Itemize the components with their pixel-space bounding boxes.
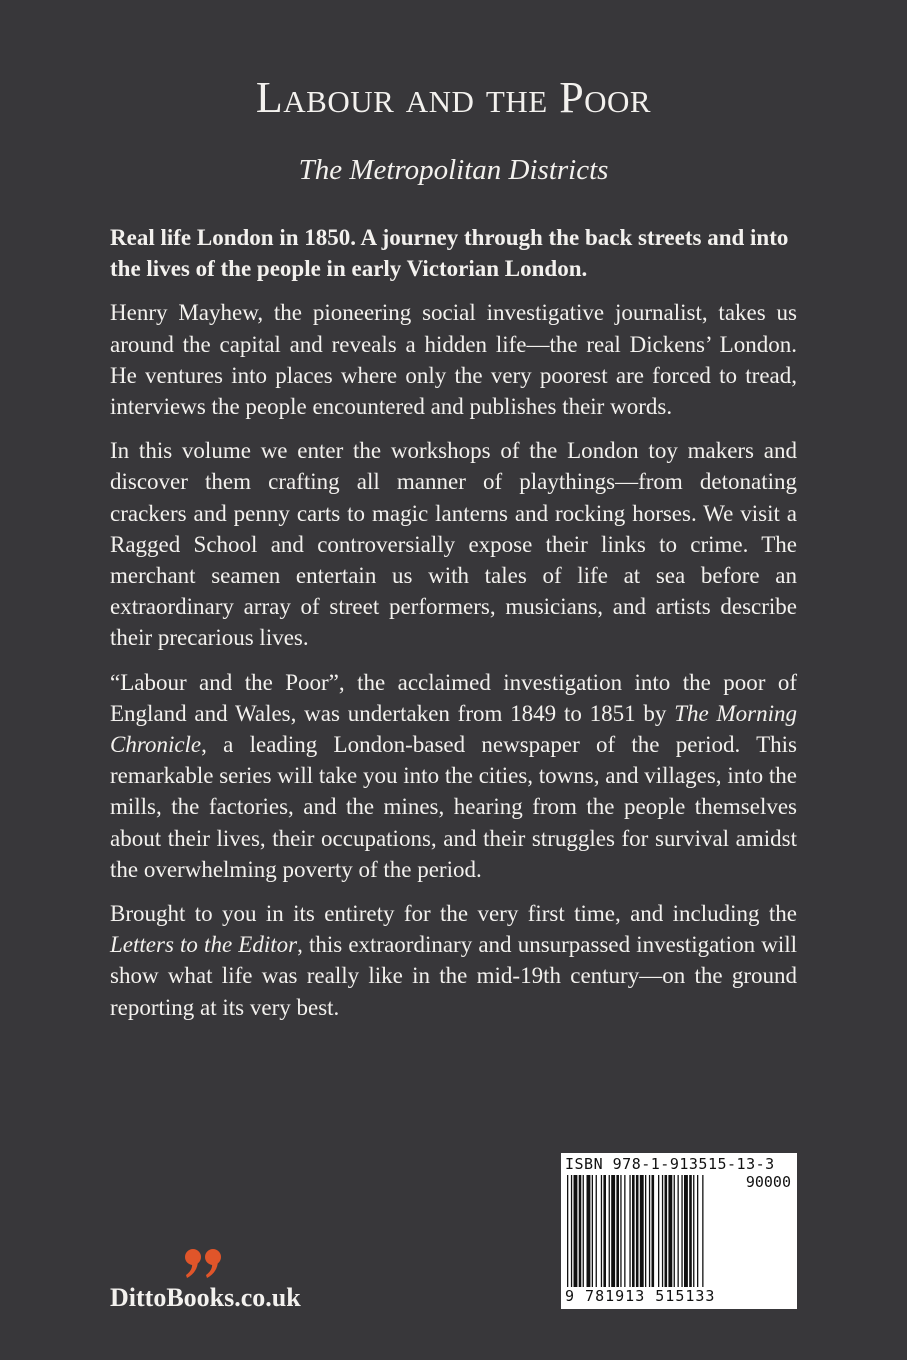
publisher-name: DittoBooks.co.uk (110, 1283, 301, 1312)
isbn-label: ISBN 978-1-913515-13-3 (565, 1155, 775, 1173)
book-title: Labour and the Poor (255, 73, 652, 122)
book-subtitle: The Metropolitan Districts (298, 154, 609, 186)
blurb-paragraph-1: Henry Mayhew, the pioneering social investigative journalist, takes us around the capital and reveals a hidden life—the real Dickens’ London. He ventures into places where only the very poorest are forced to tread, interviews the people encountered and publishes their words. (110, 300, 797, 420)
paragraph-4-end: , this extraordinary and unsurpassed investigation will show what life was really like in the mid-19th century—on the ground reporting at its very best. (110, 932, 797, 1020)
blurb-paragraph-3 (110, 667, 797, 885)
quote-mark-icon (184, 1248, 224, 1280)
newspaper-name: The Morning Chronicle (110, 700, 798, 758)
paragraph-3-end: , a leading London-based newspaper of the period. This remarkable series will take you into the cities, towns, and villages, into the mills, the factories, and the mines, hearing from the people themselves about their lives, their occupations, and their struggles for survival amidst the overwhelming poverty of the period. (110, 732, 797, 882)
blurb-paragraph-4 (110, 898, 797, 1023)
blurb (110, 222, 797, 1036)
paragraph-4-start: Brought to you in its entirety for the very first time, and including the (110, 901, 797, 927)
paragraph-3-start: “Labour and the Poor”, the acclaimed investigation into the poor of England and Wales, was undertaken from 1849 to 1851 by (110, 669, 797, 726)
price-code: 90000 (745, 1173, 791, 1191)
blurb-paragraph-2: In this volume we enter the workshops of the London toy makers and discover them crafting all manner of playthings—from detonating crackers and penny carts to magic lanterns and rocking horses. We visit a Ragged School and controversially expose their links to crime. The merchant seamen entertain us with tales of life at sea before an extraordinary array of street performers, musicians, and artists describe their precarious lives. (110, 438, 797, 651)
blurb-lead: Real life London in 1850. A journey through the back streets and into the lives of the people in early Victorian London. (110, 225, 789, 282)
letters-title: Letters to the Editor (110, 932, 298, 958)
isbn-barcode (561, 1153, 797, 1309)
barcode-digits: 9 781913 515133 (565, 1287, 716, 1305)
